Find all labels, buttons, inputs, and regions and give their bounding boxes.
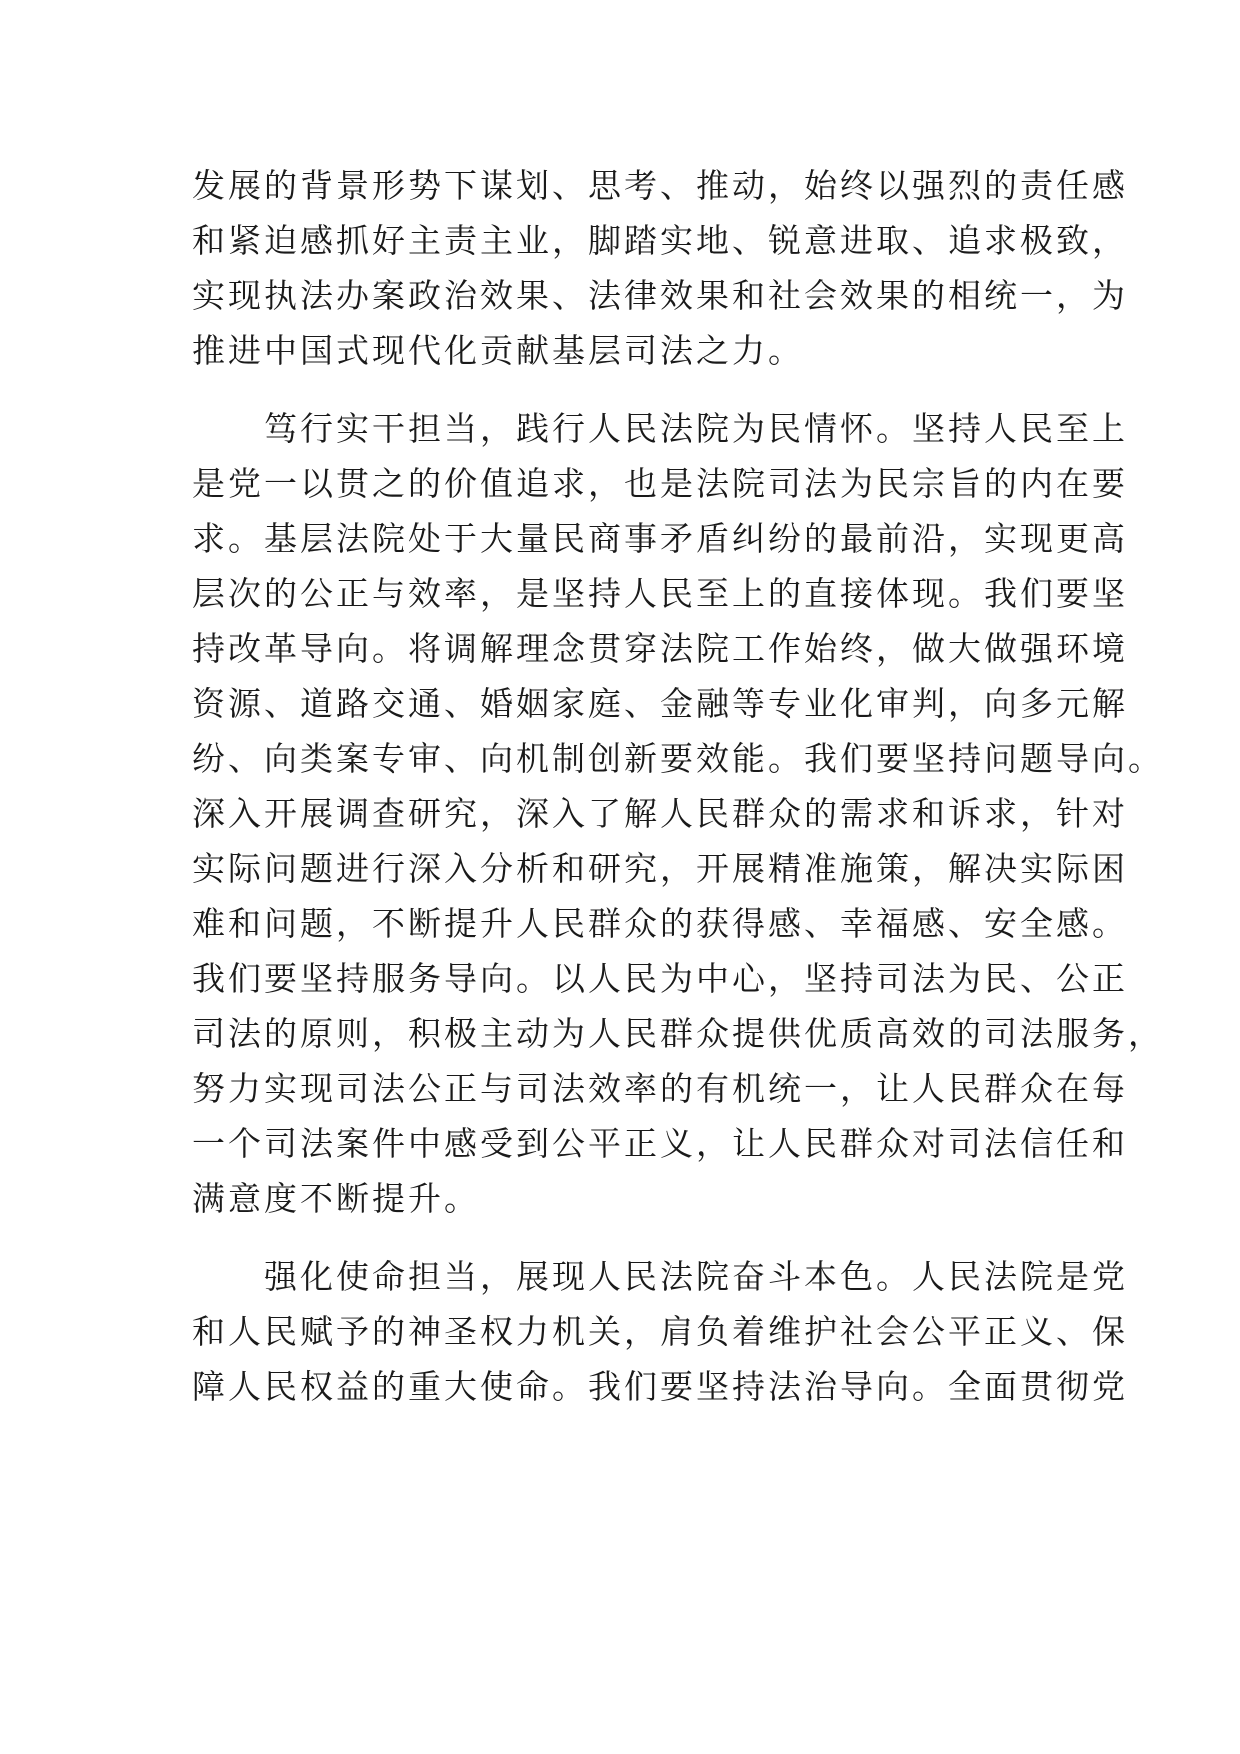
text-line: 障人民权益的重大使命。我们要坚持法治导向。全面贯彻党 (192, 1367, 1128, 1406)
text-line: 实现执法办案政治效果、法律效果和社会效果的相统一，为 (192, 276, 1128, 315)
paragraph-people-centered (192, 401, 1164, 1226)
text-line: 深入开展调查研究，深入了解人民群众的需求和诉求，针对 (192, 794, 1128, 833)
text-line: 层次的公正与效率，是坚持人民至上的直接体现。我们要坚 (192, 574, 1128, 613)
text-line: 实际问题进行深入分析和研究，开展精准施策，解决实际困 (192, 849, 1128, 888)
text-line: 我们要坚持服务导向。以人民为中心，坚持司法为民、公正 (192, 959, 1128, 998)
text-line: 发展的背景形势下谋划、思考、推动，始终以强烈的责任感 (192, 166, 1128, 205)
paragraph-spacing (192, 378, 1052, 401)
text-line: 满意度不断提升。 (192, 1179, 480, 1218)
text-line: 是党一以贯之的价值追求，也是法院司法为民宗旨的内在要 (192, 464, 1128, 503)
text-line: 一个司法案件中感受到公平正义，让人民群众对司法信任和 (192, 1124, 1128, 1163)
text-line: 努力实现司法公正与司法效率的有机统一，让人民群众在每 (192, 1069, 1128, 1108)
paragraph-spacing (192, 1226, 1052, 1249)
text-line: 纷、向类案专审、向机制创新要效能。我们要坚持问题导向。 (192, 739, 1164, 778)
paragraph-continuation (192, 158, 1128, 378)
text-line-first: 笃行实干担当，践行人民法院为民情怀。坚持人民至上 (264, 409, 1128, 448)
text-line: 推进中国式现代化贡献基层司法之力。 (192, 331, 804, 370)
text-line: 求。基层法院处于大量民商事矛盾纠纷的最前沿，实现更高 (192, 519, 1128, 558)
paragraph-mission (192, 1249, 1128, 1414)
text-line: 难和问题，不断提升人民群众的获得感、幸福感、安全感。 (192, 904, 1128, 943)
text-line: 和紧迫感抓好主责主业，脚踏实地、锐意进取、追求极致， (192, 221, 1128, 260)
text-line: 持改革导向。将调解理念贯穿法院工作始终，做大做强环境 (192, 629, 1128, 668)
text-line: 司法的原则，积极主动为人民群众提供优质高效的司法服务， (192, 1014, 1164, 1053)
text-line: 资源、道路交通、婚姻家庭、金融等专业化审判，向多元解 (192, 684, 1128, 723)
body-text (192, 158, 1164, 1414)
text-line-first: 强化使命担当，展现人民法院奋斗本色。人民法院是党 (264, 1257, 1128, 1296)
text-line: 和人民赋予的神圣权力机关，肩负着维护社会公平正义、保 (192, 1312, 1128, 1351)
